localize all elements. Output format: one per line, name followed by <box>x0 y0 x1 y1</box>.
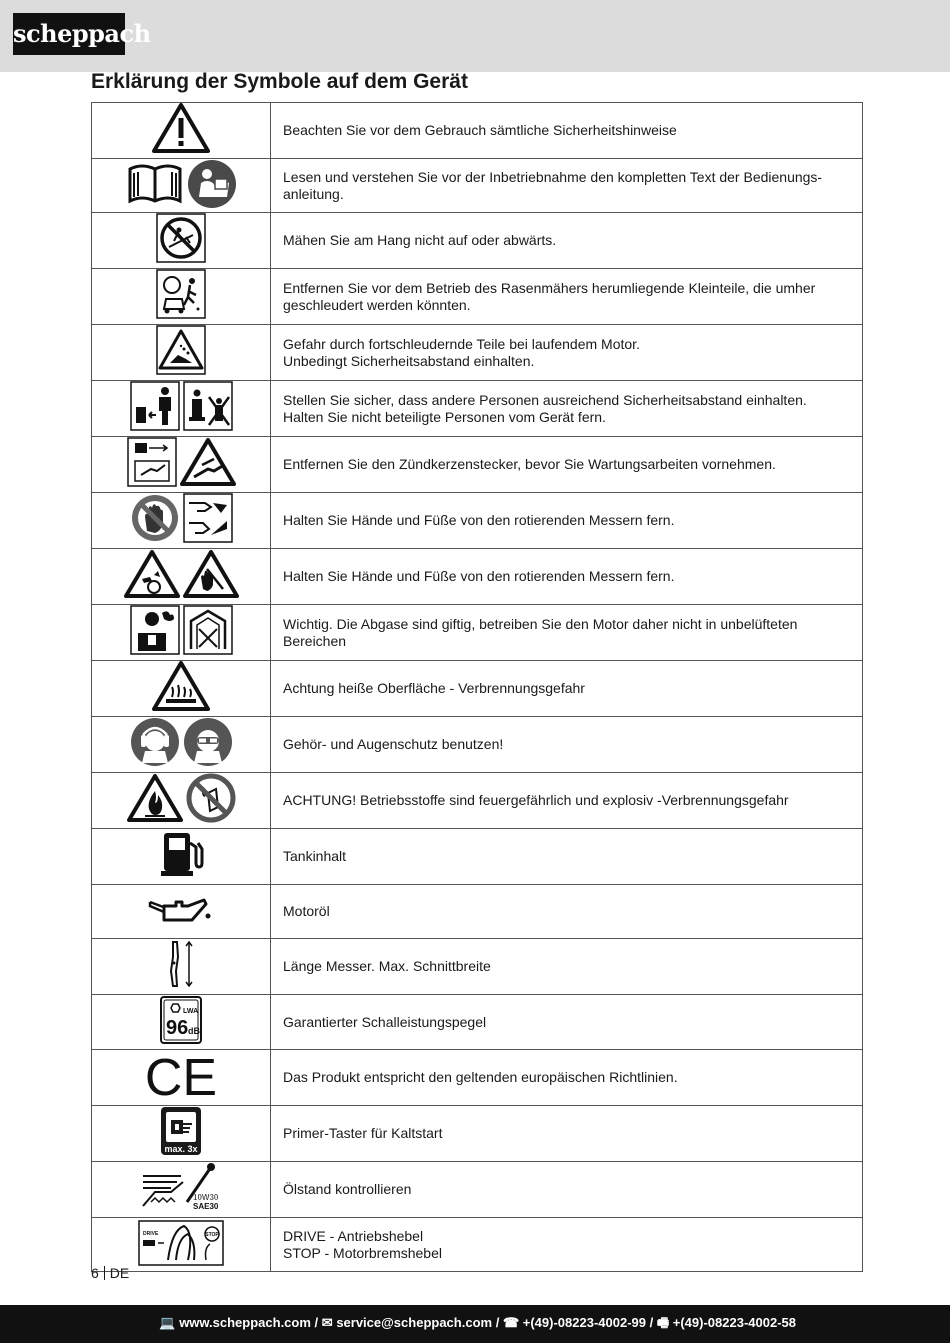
symbol-description: Länge Messer. Max. Schnittbreite <box>271 939 863 995</box>
page-separator <box>104 1266 105 1280</box>
header-bar <box>0 0 950 72</box>
symbol-description: Primer-Taster für Kaltstart <box>271 1106 863 1162</box>
footer-fax: +(49)-08223-4002-58 <box>672 1315 796 1330</box>
symbol-description: ACHTUNG! Betriebsstoffe sind feuergefährlich und explosiv -Verbrennungsgefahr <box>271 773 863 829</box>
footer-phone: +(49)-08223-4002-99 <box>522 1315 646 1330</box>
table-row <box>92 213 863 269</box>
hot-surface-warning-icon <box>152 661 210 711</box>
symbol-description: DRIVE - Antriebshebel STOP - Motorbremshebel <box>271 1218 863 1272</box>
ce-mark-icon <box>145 1050 217 1100</box>
table-row <box>92 381 863 437</box>
table-row <box>92 995 863 1050</box>
symbol-description: Halten Sie Hände und Füße von den rotierenden Messern fern. <box>271 549 863 605</box>
toxic-fumes-icon <box>130 605 180 655</box>
spark-plug-manual-icon <box>127 437 177 487</box>
page-title: Erklärung der Symbole auf dem Gerät <box>91 70 468 93</box>
symbol-description: Garantierter Schalleistungspegel <box>271 995 863 1050</box>
table-row <box>92 829 863 885</box>
no-open-flame-icon <box>186 773 236 823</box>
sound-label-value: 96 <box>166 1017 189 1039</box>
table-row <box>92 939 863 995</box>
symbol-description: Gehör- und Augenschutz benutzen! <box>271 717 863 773</box>
oil-level-check-icon <box>141 1162 221 1212</box>
symbol-description: Halten Sie Hände und Füße von den rotierenden Messern fern. <box>271 493 863 549</box>
symbol-description: Gefahr durch fortschleudernde Teile bei laufendem Motor. Unbedingt Sicherheitsabstand einhalten. <box>271 325 863 381</box>
eye-protection-icon <box>183 717 233 767</box>
blade-length-icon <box>161 939 201 989</box>
remove-debris-icon <box>156 269 206 319</box>
primer-button-icon <box>159 1106 203 1156</box>
flammable-warning-icon <box>127 773 183 823</box>
sound-label-lwa: LWA <box>183 1008 199 1015</box>
hand-blade-icon <box>183 493 233 543</box>
symbol-description: Lesen und verstehen Sie vor der Inbetriebnahme den kompletten Text der Bedienungs- anleitung. <box>271 159 863 213</box>
drive-label: DRIVE <box>143 1231 159 1237</box>
sound-label-unit: dB <box>188 1026 200 1036</box>
symbol-description: Motoröl <box>271 885 863 939</box>
fax-icon: 🖷 <box>656 1315 670 1330</box>
footer-email[interactable]: service@scheppach.com <box>336 1315 493 1330</box>
fuel-pump-icon <box>156 829 206 879</box>
table-row <box>92 1106 863 1162</box>
table-row <box>92 773 863 829</box>
computer-icon: 💻 <box>159 1315 176 1330</box>
warning-triangle-icon <box>152 103 210 153</box>
no-slope-mowing-icon <box>156 213 206 263</box>
foot-blade-warning-icon <box>124 549 180 599</box>
footer-bar: 💻 www.scheppach.com / ✉ service@scheppach.com / ☎ +(49)-08223-4002-99 / 🖷 +(49)-08223-4002-58 <box>0 1305 950 1343</box>
footer-website[interactable]: www.scheppach.com <box>179 1315 311 1330</box>
table-row <box>92 1162 863 1218</box>
read-manual-icon <box>187 159 237 209</box>
ear-protection-icon <box>130 717 180 767</box>
symbol-description: Ölstand kontrollieren <box>271 1162 863 1218</box>
table-row <box>92 103 863 159</box>
table-row <box>92 493 863 549</box>
symbol-description: Entfernen Sie den Zündkerzenstecker, bevor Sie Wartungsarbeiten vornehmen. <box>271 437 863 493</box>
ce-mark-text: CE <box>145 1050 217 1100</box>
no-hand-icon <box>130 493 180 543</box>
table-row <box>92 549 863 605</box>
symbol-description: Achtung heiße Oberfläche - Verbrennungsgefahr <box>271 661 863 717</box>
table-row <box>92 1050 863 1106</box>
stop-label: STOP <box>205 1232 219 1238</box>
oil-can-icon <box>148 892 214 932</box>
symbol-description: Entfernen Sie vor dem Betrieb des Rasenmähers herumliegende Kleinteile, die umher geschleudert werden könnten. <box>271 269 863 325</box>
table-row <box>92 159 863 213</box>
phone-icon: ☎ <box>502 1315 520 1330</box>
table-row <box>92 269 863 325</box>
table-row <box>92 325 863 381</box>
symbol-description: Mähen Sie am Hang nicht auf oder abwärts. <box>271 213 863 269</box>
flying-debris-warning-icon <box>156 325 206 375</box>
mail-icon: ✉ <box>321 1315 333 1330</box>
symbol-description: Wichtig. Die Abgase sind giftig, betreiben Sie den Motor daher nicht in unbelüfteten Bereichen <box>271 605 863 661</box>
symbol-description: Beachten Sie vor dem Gebrauch sämtliche Sicherheitshinweise <box>271 103 863 159</box>
table-row <box>92 1218 863 1272</box>
table-row <box>92 717 863 773</box>
symbol-description: Tankinhalt <box>271 829 863 885</box>
keep-bystanders-away-icon <box>183 381 233 431</box>
spark-plug-warning-icon <box>180 437 236 487</box>
table-row <box>92 437 863 493</box>
hand-blade-warning-icon <box>183 549 239 599</box>
symbol-description: Stellen Sie sicher, dass andere Personen ausreichend Sicherheitsabstand einhalten. Halten Sie nicht beteiligte Personen vom Gerät fern. <box>271 381 863 437</box>
page-number-value: 6 <box>91 1265 99 1281</box>
open-book-icon <box>126 161 184 207</box>
scheppach-logo: scheppach <box>13 13 125 55</box>
table-row <box>92 605 863 661</box>
table-row <box>92 885 863 939</box>
sound-power-level-icon <box>159 996 203 1044</box>
symbol-table <box>91 102 863 1272</box>
table-row <box>92 661 863 717</box>
primer-max-text: max. 3x <box>164 1144 198 1154</box>
drive-stop-levers-icon <box>138 1220 224 1266</box>
page-language: DE <box>109 1265 130 1281</box>
oil-grade-10w30: 10W30 <box>193 1193 219 1202</box>
symbol-description: Das Produkt entspricht den geltenden europäischen Richtlinien. <box>271 1050 863 1106</box>
oil-grade-sae30: SAE30 <box>193 1202 219 1211</box>
page-number <box>91 1265 129 1281</box>
no-enclosed-space-icon <box>183 605 233 655</box>
safety-distance-icon <box>130 381 180 431</box>
